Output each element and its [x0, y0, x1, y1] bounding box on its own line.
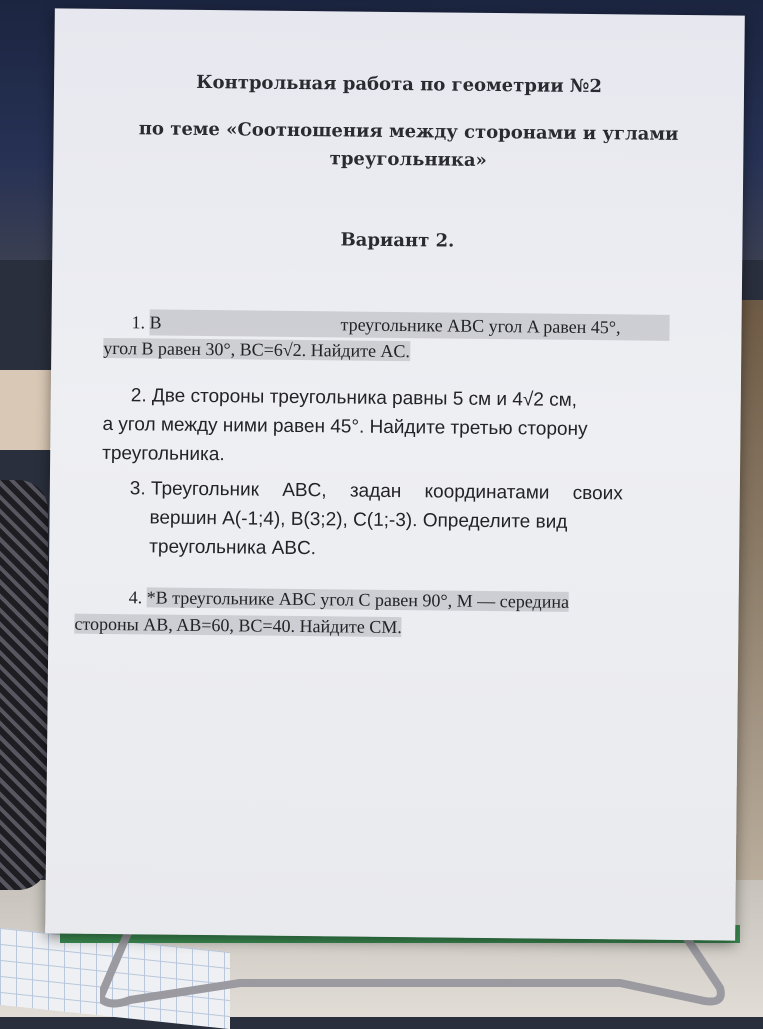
task-text: стороны AB, AB=60, BC=40. Найдите CM. — [74, 613, 402, 638]
task-number: 4. — [128, 587, 143, 608]
variant-heading: Вариант 2. — [340, 229, 455, 252]
task-text: угол B равен 30°, BC=6√2. Найдите AC. — [103, 337, 411, 362]
document-title: Контрольная работа по геометрии №2 — [196, 71, 603, 98]
task-text: *В треугольнике ABC угол C равен 90°, M — середина — [146, 587, 570, 612]
task-text: а угол между ними равен 45°. Найдите третью сторону — [102, 413, 588, 441]
task-text: вершин A(-1;4), B(3;2), C(1;-3). Определите вид — [149, 507, 568, 533]
task-text: треугольника. — [102, 442, 225, 466]
task-text: треугольника ABC. — [149, 536, 317, 560]
document-stand — [100, 928, 740, 1008]
task-1 — [103, 309, 704, 367]
task-number: 3. — [129, 478, 146, 500]
task-2 — [102, 381, 703, 474]
test-paper-sheet — [45, 8, 745, 940]
task-3 — [101, 474, 702, 567]
task-number: 2. — [130, 385, 147, 407]
task-text: Две стороны треугольника равны 5 см и 4√2 см, — [151, 385, 578, 411]
background-bag — [0, 480, 48, 890]
task-text: В треугольнике ABC угол A равен 45°, — [149, 309, 669, 340]
task-4 — [74, 584, 695, 644]
task-text: Треугольник ABC, задан координатами своих — [150, 478, 623, 505]
document-subtitle: по теме «Соотношения между сторонами и углами треугольника» — [138, 118, 679, 171]
task-number: 1. — [131, 312, 146, 333]
